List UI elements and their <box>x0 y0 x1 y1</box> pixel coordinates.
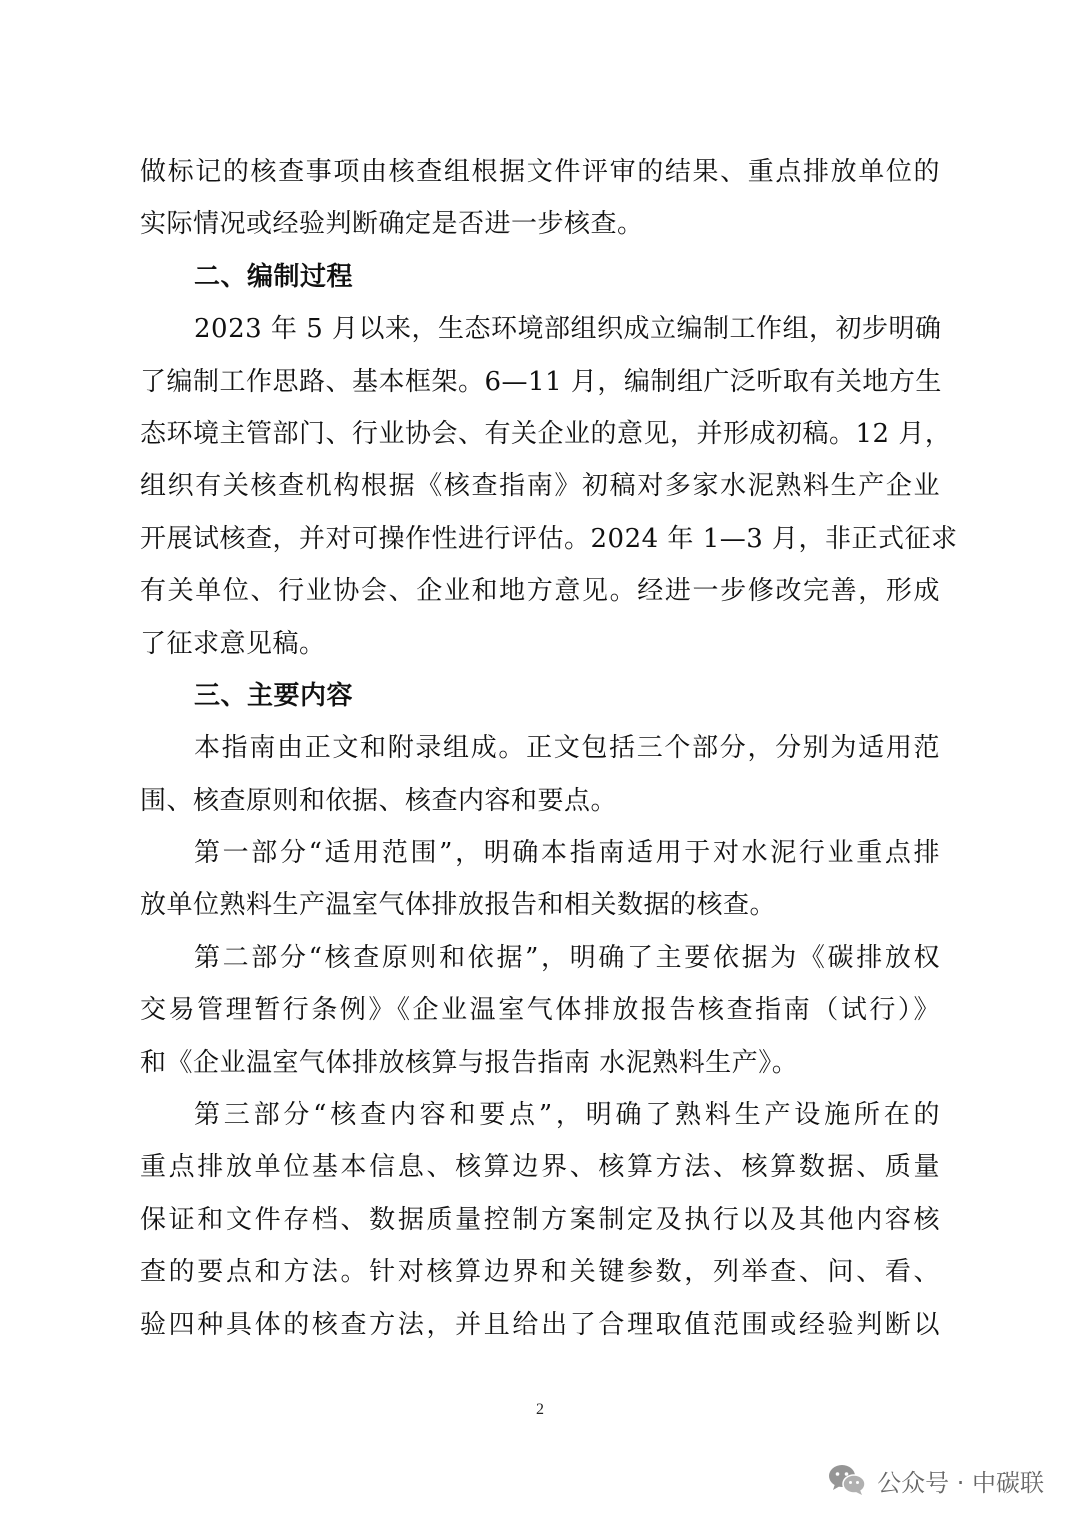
wechat-watermark <box>827 1458 1044 1502</box>
body-line: 第二部分“核查原则和依据”，明确了主要依据为《碳排放权 <box>194 942 940 973</box>
document-body <box>140 146 958 1351</box>
body-line: 验四种具体的核查方法，并且给出了合理取值范围或经验判断以 <box>140 1309 940 1340</box>
body-line: 组织有关核查机构根据《核查指南》初稿对多家水泥熟料生产企业 <box>140 471 940 502</box>
wechat-icon <box>827 1463 867 1497</box>
body-line: 了编制工作思路、基本框架。6—11 月，编制组广泛听取有关地方生 <box>140 366 942 397</box>
body-line: 围、核查原则和依据、核查内容和要点。 <box>140 785 618 816</box>
watermark-text: 公众号 · 中碳联 <box>877 1468 1044 1497</box>
body-line: 有关单位、行业协会、企业和地方意见。经进一步修改完善，形成 <box>140 576 940 607</box>
body-line: 2023 年 5 月以来，生态环境部组织成立编制工作组，初步明确 <box>194 314 942 345</box>
body-line: 交易管理暂行条例》《企业温室气体排放报告核查指南（试行）》 <box>140 995 940 1026</box>
body-line: 重点排放单位基本信息、核算边界、核算方法、核算数据、质量 <box>140 1152 940 1183</box>
body-line: 查的要点和方法。针对核算边界和关键参数，列举查、问、看、 <box>140 1257 940 1288</box>
body-line: 做标记的核查事项由核查组根据文件评审的结果、重点排放单位的 <box>140 157 940 187</box>
body-line: 放单位熟料生产温室气体排放报告和相关数据的核查。 <box>140 890 777 921</box>
body-line: 第三部分“核查内容和要点”，明确了熟料生产设施所在的 <box>194 1100 940 1131</box>
body-line: 和《企业温室气体排放核算与报告指南 水泥熟料生产》。 <box>140 1047 799 1078</box>
body-line: 开展试核查，并对可操作性进行评估。2024 年 1—3 月，非正式征求 <box>140 523 958 554</box>
body-line: 了征求意见稿。 <box>140 628 326 659</box>
body-line: 本指南由正文和附录组成。正文包括三个部分，分别为适用范 <box>194 733 940 764</box>
page-number: 2 <box>536 1401 544 1418</box>
body-line: 实际情况或经验判断确定是否进一步核查。 <box>140 209 644 240</box>
body-line: 第一部分“适用范围”，明确本指南适用于对水泥行业重点排 <box>194 838 940 869</box>
section-heading: 三、主要内容 <box>194 680 354 711</box>
body-line: 态环境主管部门、行业协会、有关企业的意见，并形成初稿。12 月， <box>140 418 952 449</box>
section-heading: 二、编制过程 <box>194 261 354 292</box>
body-line: 保证和文件存档、数据质量控制方案制定及执行以及其他内容核 <box>140 1204 940 1235</box>
